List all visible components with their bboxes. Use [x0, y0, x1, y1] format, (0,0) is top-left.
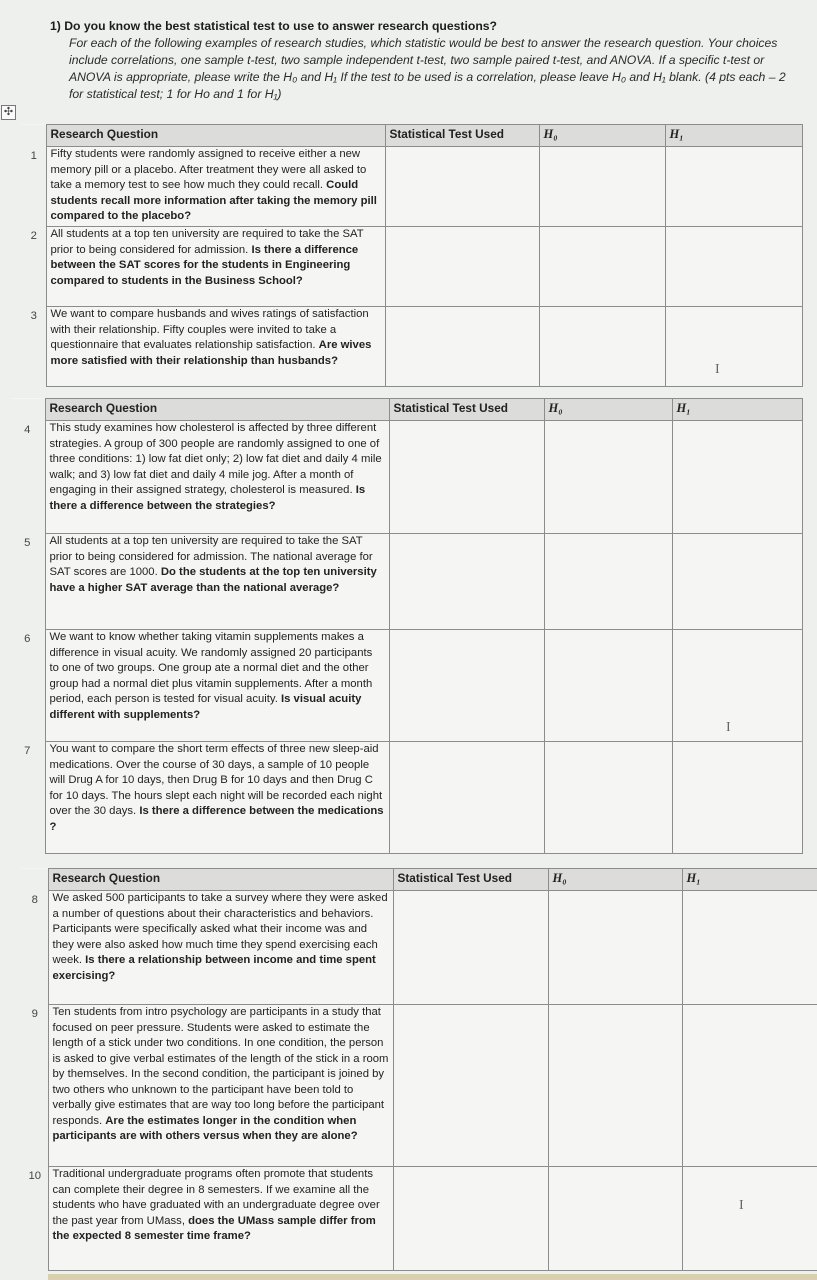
h1-answer-cell[interactable]: [665, 147, 802, 227]
h0-answer-cell[interactable]: [544, 630, 672, 742]
header-h0: H₀: [544, 399, 672, 421]
question-prompt: Do the students at the top ten university have a higher SAT average than the national average?: [49, 566, 377, 594]
instructions: For each of the following examples of research studies, which statistic would be best to answer the research question. Your choices include correlations, one sample t-test, two sample independent t-test, two sample paired t-test, and ANOVA. If a specific t-test or ANOVA is appropriate, please write the H₀ and H₁ If the test to be used is a correlation, please leave H₀ and H₁ blank. (4 pts each – 2 for statistical test; 1 for Ho and 1 for H₁): [69, 36, 786, 101]
h1-answer-cell[interactable]: [682, 1005, 817, 1167]
table-row: [22, 307, 802, 387]
question-description: We asked 500 participants to take a survey where they were asked a number of questions about their characteristics and behaviors. Participants were specifically asked what their income was and they were also asked how much time they spend exercising each week.: [52, 892, 388, 966]
h1-answer-cell[interactable]: [682, 891, 817, 1005]
header-h1: H₁: [682, 869, 817, 891]
table-row: [22, 891, 817, 1005]
research-question-cell: [48, 1005, 393, 1167]
statistical-test-answer-cell[interactable]: [393, 891, 548, 1005]
h1-answer-cell[interactable]: [672, 421, 802, 534]
research-question-cell: [45, 534, 389, 630]
table-move-handle-icon[interactable]: ✣: [1, 105, 16, 120]
h0-answer-cell[interactable]: [548, 891, 682, 1005]
header-h0: H₀: [548, 869, 682, 891]
header-statistical-test: Statistical Test Used: [389, 399, 544, 421]
h0-answer-cell[interactable]: [548, 1005, 682, 1167]
question-prompt: Are the estimates longer in the condition when participants are with others versus when they are alone?: [52, 1114, 358, 1142]
question-prompt: Is there a difference between the strategies?: [49, 484, 366, 512]
h1-answer-cell[interactable]: [672, 630, 802, 742]
question-description: We want to compare husbands and wives ratings of satisfaction with their relationship. Fifty couples were invited to take a questionnaire that evaluates relationship satisfaction.: [50, 308, 369, 351]
question-description: All students at a top ten university are required to take the SAT prior to being considered for admission. The national average for SAT scores are 1000.: [49, 535, 373, 578]
question-prompt: Is there a difference between the SAT scores for the students in Engineering compared to students in the Business School?: [50, 243, 359, 287]
header-h1: H₁: [665, 125, 802, 147]
h0-answer-cell[interactable]: [548, 1167, 682, 1271]
h0-answer-cell[interactable]: [544, 742, 672, 854]
row-number: 1: [22, 147, 46, 227]
question-prompt: Is there a relationship between income and time spent exercising?: [52, 954, 376, 982]
h1-answer-cell[interactable]: [682, 1167, 817, 1271]
statistical-test-answer-cell[interactable]: [385, 147, 539, 227]
statistical-test-answer-cell[interactable]: [385, 227, 539, 307]
question-prompt: Is there a difference between the medications ?: [49, 805, 384, 833]
research-question-cell: [48, 891, 393, 1005]
row-number: 5: [10, 534, 45, 630]
row-number: 10: [22, 1167, 48, 1271]
question-description: Ten students from intro psychology are participants in a study that focused on peer pressure. Students were asked to estimate the length of a stick under two conditions. In one condition, the person is asked to give verbal estimates of the length of the stick in a room by themselves. In the second condition, the participant is joined by two others who unknown to the participant have been told to verbally give estimates that are way too long before the participant responds.: [52, 1006, 389, 1127]
text-cursor-icon: I: [739, 1198, 744, 1213]
table-section-3: [22, 868, 817, 1271]
statistical-test-answer-cell[interactable]: [393, 1005, 548, 1167]
h0-answer-cell[interactable]: [544, 534, 672, 630]
header-research-question: Research Question: [48, 869, 393, 891]
row-number: 9: [22, 1005, 48, 1167]
page-edge: [48, 1274, 817, 1280]
row-number: 8: [22, 891, 48, 1005]
text-cursor-icon: I: [726, 720, 731, 735]
question-prompt: Is visual acuity different with supplements?: [49, 693, 362, 721]
header-h1: H₁: [672, 399, 802, 421]
assignment-header: [50, 18, 802, 103]
statistical-test-answer-cell[interactable]: [393, 1167, 548, 1271]
table-row: [10, 534, 802, 630]
research-question-cell: [48, 1167, 393, 1271]
h0-answer-cell[interactable]: [539, 227, 665, 307]
row-number: 3: [22, 307, 46, 387]
table-row: [22, 1167, 817, 1271]
row-number: 6: [10, 630, 45, 742]
header-statistical-test: Statistical Test Used: [393, 869, 548, 891]
question-prompt: does the UMass sample differ from the expected 8 semester time frame?: [52, 1214, 376, 1242]
question-title: 1) Do you know the best statistical test to use to answer research questions?: [50, 19, 497, 33]
question-prompt: Are wives more satisfied with their relationship than husbands?: [50, 339, 372, 367]
research-question-cell: [46, 307, 385, 387]
header-research-question: Research Question: [46, 125, 385, 147]
table-row: [22, 1005, 817, 1167]
h1-answer-cell[interactable]: [672, 742, 802, 854]
table-row: [22, 227, 802, 307]
research-question-cell: [45, 421, 389, 534]
header-research-question: Research Question: [45, 399, 389, 421]
table-row: [10, 742, 802, 854]
statistical-test-answer-cell[interactable]: [389, 421, 544, 534]
h0-answer-cell[interactable]: [539, 307, 665, 387]
research-question-cell: [45, 630, 389, 742]
table-row: [10, 630, 802, 742]
header-statistical-test: Statistical Test Used: [385, 125, 539, 147]
question-description: Fifty students were randomly assigned to receive either a new memory pill or a placebo. After treatment they were all asked to take a memory test to see how much they could recall.: [50, 148, 367, 191]
statistical-test-answer-cell[interactable]: [389, 742, 544, 854]
row-number: 4: [10, 421, 45, 534]
question-description: You want to compare the short term effects of three new sleep-aid medications. Over the course of 30 days, a sample of 10 people will Drug A for 10 days, then Drug B for 10 days and then Drug C for 10 days. The hours slept each night will be recorded each night over the 30 days.: [49, 743, 383, 817]
h1-answer-cell[interactable]: [665, 307, 802, 387]
research-question-cell: [46, 227, 385, 307]
row-number: 7: [10, 742, 45, 854]
research-question-cell: [46, 147, 385, 227]
statistical-test-answer-cell[interactable]: [389, 534, 544, 630]
table-section-1: [22, 124, 803, 387]
table-section-2: [10, 398, 803, 854]
h1-answer-cell[interactable]: [665, 227, 802, 307]
row-number: 2: [22, 227, 46, 307]
h0-answer-cell[interactable]: [544, 421, 672, 534]
research-question-cell: [45, 742, 389, 854]
text-cursor-icon: I: [715, 362, 720, 377]
h1-answer-cell[interactable]: [672, 534, 802, 630]
table-row: [22, 147, 802, 227]
statistical-test-answer-cell[interactable]: [389, 630, 544, 742]
question-description: Traditional undergraduate programs often promote that students can complete their degree in 8 semesters. If we examine all the students who have graduated with an undergraduate degree over the past year from UMass,: [52, 1168, 380, 1227]
question-description: We want to know whether taking vitamin supplements makes a difference in visual acuity. We randomly assigned 20 participants to one of two groups. One group ate a normal diet and the other group had a normal diet plus vitamin supplements. After a month period, each person is tested for visual acuity.: [49, 631, 373, 705]
table-row: [10, 421, 802, 534]
question-description: All students at a top ten university are required to take the SAT prior to being considered for admission.: [50, 228, 364, 256]
question-prompt: Could students recall more information after taking the memory pill compared to the placebo?: [50, 179, 377, 222]
question-description: This study examines how cholesterol is affected by three different strategies. A group of 300 people are randomly assigned to one of three conditions: 1) low fat diet only; 2) low fat diet and daily 4 mile walk; and 3) low fat diet and daily 4 mile jog. After a month of engaging in their assigned strategy, cholesterol is measured.: [49, 422, 382, 496]
header-h0: H₀: [539, 125, 665, 147]
h0-answer-cell[interactable]: [539, 147, 665, 227]
statistical-test-answer-cell[interactable]: [385, 307, 539, 387]
